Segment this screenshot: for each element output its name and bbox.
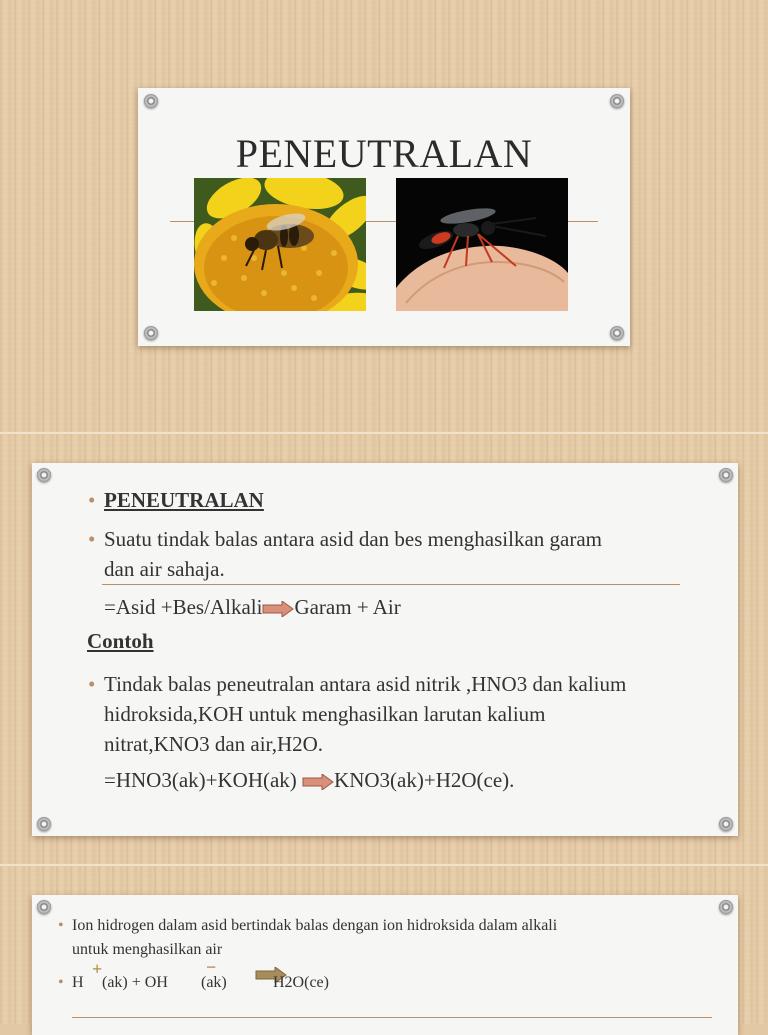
ionic-equation [58,957,718,995]
ionic-equation-aq: (ak) [201,974,227,991]
bullet-icon: • [58,917,64,934]
minus-charge-icon: − [206,957,217,977]
wasp-finger-illustration [396,178,568,311]
water-product: H2O(ce) [273,974,329,991]
right-arrow-icon [262,601,294,617]
bee-sunflower-illustration [194,178,366,311]
bullet-item [88,524,718,584]
bullet-icon: • [58,974,64,991]
pin-icon [719,900,733,914]
example-line: nitrat,KNO3 dan air,H2O. [104,732,324,756]
content-slide-card [32,463,738,836]
pin-icon [37,900,51,914]
pin-icon [719,817,733,831]
equation-products: KNO3(ak)+H2O(ce). [334,768,515,792]
pin-icon [719,468,733,482]
hydrogen-ion-symbol: H [72,974,84,991]
definition-line: Suatu tindak balas antara asid dan bes menghasilkan garam [104,527,603,551]
equation-reactants: =HNO3(ak)+KOH(ak) [104,768,303,792]
bullet-icon: • [88,672,96,696]
definition-line: dan air sahaja. [104,557,225,581]
example-line: hidroksida,KOH untuk menghasilkan larutan kalium [104,702,546,726]
bee-sunflower-image [194,178,366,311]
bullet-icon: • [88,527,96,551]
ionic-description-line: Ion hidrogen dalam asid bertindak balas dengan ion hidroksida dalam alkali [72,917,558,934]
bullet-item [58,914,718,962]
bullet-item [88,485,708,515]
definition-heading: PENEUTRALAN [104,488,264,512]
example-heading: Contoh [87,629,154,653]
equation-reactants: =Asid +Bes/Alkali [104,595,263,619]
bullet-item [88,669,738,759]
equation-products: Garam + Air [294,595,401,619]
example-line: Tindak balas peneutralan antara asid nitrik ,HNO3 dan kalium [104,672,627,696]
slide-title: PENEUTRALAN [235,131,533,176]
right-arrow-icon [302,774,334,790]
section-divider-line [72,1017,712,1018]
bullet-icon: • [88,488,96,512]
equation-general [104,592,401,622]
pin-icon [144,326,158,340]
pin-icon [37,817,51,831]
equation-example [104,765,514,795]
ionic-description-line: untuk menghasilkan air [72,941,223,958]
wasp-finger-image [396,178,568,311]
plus-charge-icon: + [92,959,103,979]
pin-icon [144,94,158,108]
section-divider-line [102,584,680,585]
title-slide-card [138,88,630,346]
ionic-slide-card [32,895,738,1035]
pin-icon [610,94,624,108]
ionic-equation-middle: (ak) + OH [102,974,168,991]
pin-icon [610,326,624,340]
pin-icon [37,468,51,482]
